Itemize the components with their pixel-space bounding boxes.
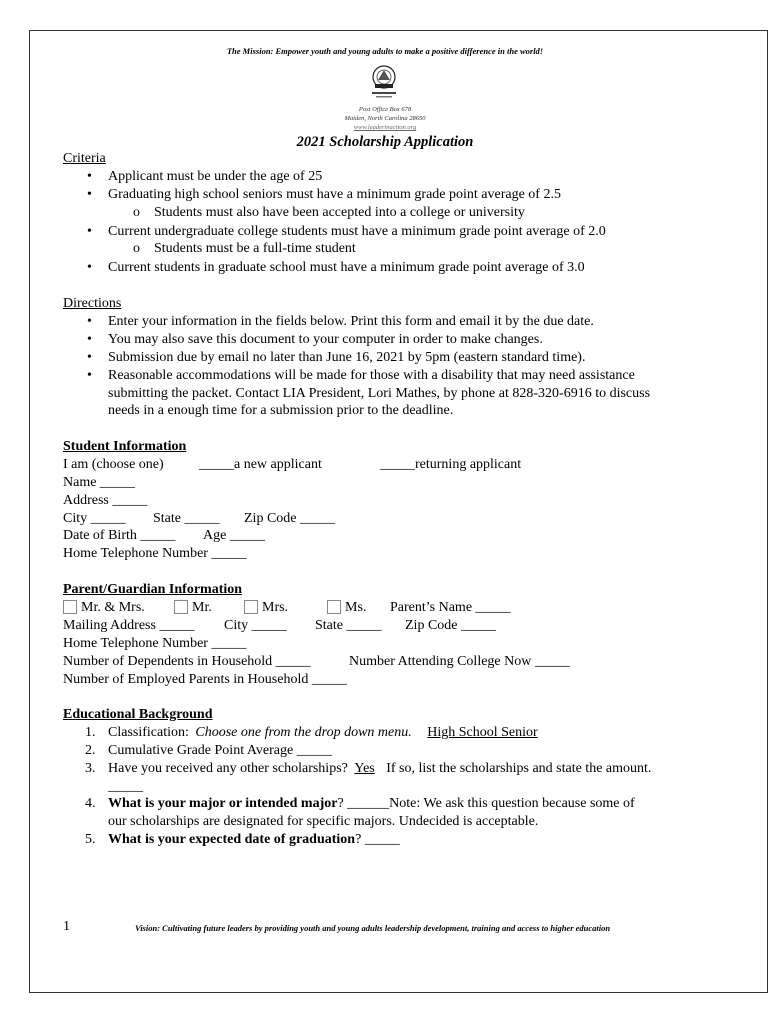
directions-item: Enter your information in the fields below. Print this form and email it by the due date. [108, 314, 594, 329]
bullet-icon: • [87, 332, 92, 347]
directions-item-continued: submitting the packet. Contact LIA President, Lori Mathes, by phone at 828-320-6916 to discuss [108, 386, 651, 401]
bullet-icon: • [87, 260, 92, 275]
parent-city-field[interactable]: City _____ [224, 618, 287, 633]
item-number: 3. [85, 761, 96, 776]
bullet-icon: • [87, 314, 92, 329]
item-number: 5. [85, 832, 96, 847]
address-line-2: Maiden, North Carolina 28650 [344, 115, 426, 122]
address-field[interactable]: Address _____ [63, 493, 148, 508]
state-field[interactable]: State _____ [153, 511, 220, 526]
attending-college-field[interactable]: Number Attending College Now _____ [349, 654, 570, 669]
mrs-checkbox[interactable] [244, 600, 258, 614]
other-scholarships-dropdown[interactable]: Yes [354, 761, 375, 776]
other-scholarships-question: Have you received any other scholarships? [108, 761, 348, 776]
item-number: 4. [85, 796, 96, 811]
criteria-item: Current students in graduate school must have a minimum grade point average of 3.0 [108, 260, 585, 275]
mailing-address-field[interactable]: Mailing Address _____ [63, 618, 195, 633]
zip-field[interactable]: Zip Code _____ [244, 511, 335, 526]
directions-item: You may also save this document to your computer in order to make changes. [108, 332, 543, 347]
classification-label: Classification: [108, 725, 189, 740]
directions-item: Reasonable accommodations will be made for those with a disability that may need assistance [108, 368, 635, 383]
name-field[interactable]: Name _____ [63, 475, 135, 490]
bullet-icon: • [87, 350, 92, 365]
item-number: 1. [85, 725, 96, 740]
classification-hint: Choose one from the drop down menu. [195, 725, 412, 740]
sub-bullet-icon: o [133, 205, 140, 220]
age-field[interactable]: Age _____ [203, 528, 265, 543]
ms-checkbox[interactable] [327, 600, 341, 614]
criteria-heading: Criteria [63, 151, 106, 166]
graduation-date-field[interactable]: ? _____ [355, 832, 400, 847]
vision-statement: Vision: Cultivating future leaders by providing youth and young adults leadership development, training and access to higher education [135, 923, 611, 933]
website-link[interactable]: www.leaderinaction.org [353, 124, 417, 131]
parent-phone-field[interactable]: Home Telephone Number _____ [63, 636, 247, 651]
student-info-heading: Student Information [63, 439, 187, 454]
criteria-item: Current undergraduate college students must have a minimum grade point average of 2.0 [108, 224, 606, 239]
item-number: 2. [85, 743, 96, 758]
directions-item-continued: needs in a enough time for a submission prior to the deadline. [108, 403, 454, 418]
criteria-subitem: Students must be a full-time student [154, 241, 356, 256]
mr-mrs-label: Mr. & Mrs. [81, 600, 145, 615]
page-title: 2021 Scholarship Application [296, 134, 474, 150]
graduation-question: What is your expected date of graduation [108, 832, 356, 847]
choose-one-label: I am (choose one) [63, 457, 164, 472]
phone-field[interactable]: Home Telephone Number _____ [63, 546, 247, 561]
mrs-label: Mrs. [262, 600, 289, 615]
classification-dropdown[interactable]: High School Senior [427, 725, 538, 740]
criteria-subitem: Students must also have been accepted into a college or university [154, 205, 525, 220]
address-line-1: Post Office Box 678 [358, 106, 412, 113]
bullet-icon: • [87, 368, 92, 383]
mission-statement: The Mission: Empower youth and young adults to make a positive difference in the world! [226, 46, 544, 56]
mr-mrs-checkbox[interactable] [63, 600, 77, 614]
education-heading: Educational Background [63, 707, 213, 722]
other-scholarships-field[interactable]: _____ [108, 779, 143, 794]
organization-seal-icon [368, 64, 400, 100]
major-field[interactable]: ? ______Note: We ask this question because some of [337, 796, 635, 811]
dob-field[interactable]: Date of Birth _____ [63, 528, 176, 543]
returning-applicant-field[interactable]: _____returning applicant [380, 457, 522, 472]
page-number: 1 [63, 919, 70, 934]
gpa-field[interactable]: Cumulative Grade Point Average _____ [108, 743, 332, 758]
directions-item: Submission due by email no later than June 16, 2021 by 5pm (eastern standard time). [108, 350, 586, 365]
sub-bullet-icon: o [133, 241, 140, 256]
city-field[interactable]: City _____ [63, 511, 126, 526]
ms-label: Ms. [345, 600, 367, 615]
bullet-icon: • [87, 224, 92, 239]
bullet-icon: • [87, 169, 92, 184]
employed-parents-field[interactable]: Number of Employed Parents in Household _____ [63, 672, 347, 687]
parent-name-field[interactable]: Parent’s Name _____ [390, 600, 511, 615]
parent-state-field[interactable]: State _____ [315, 618, 382, 633]
dependents-field[interactable]: Number of Dependents in Household _____ [63, 654, 311, 669]
parent-info-heading: Parent/Guardian Information [63, 582, 243, 597]
new-applicant-field[interactable]: _____a new applicant [199, 457, 322, 472]
major-question: What is your major or intended major [108, 796, 338, 811]
major-note: our scholarships are designated for specific majors. Undecided is acceptable. [108, 814, 539, 829]
other-scholarships-instructions: If so, list the scholarships and state the amount. [386, 761, 652, 776]
criteria-item: Applicant must be under the age of 25 [108, 169, 323, 184]
bullet-icon: • [87, 187, 92, 202]
criteria-item: Graduating high school seniors must have a minimum grade point average of 2.5 [108, 187, 561, 202]
mr-checkbox[interactable] [174, 600, 188, 614]
directions-heading: Directions [63, 296, 122, 311]
parent-zip-field[interactable]: Zip Code _____ [405, 618, 496, 633]
mr-label: Mr. [192, 600, 212, 615]
